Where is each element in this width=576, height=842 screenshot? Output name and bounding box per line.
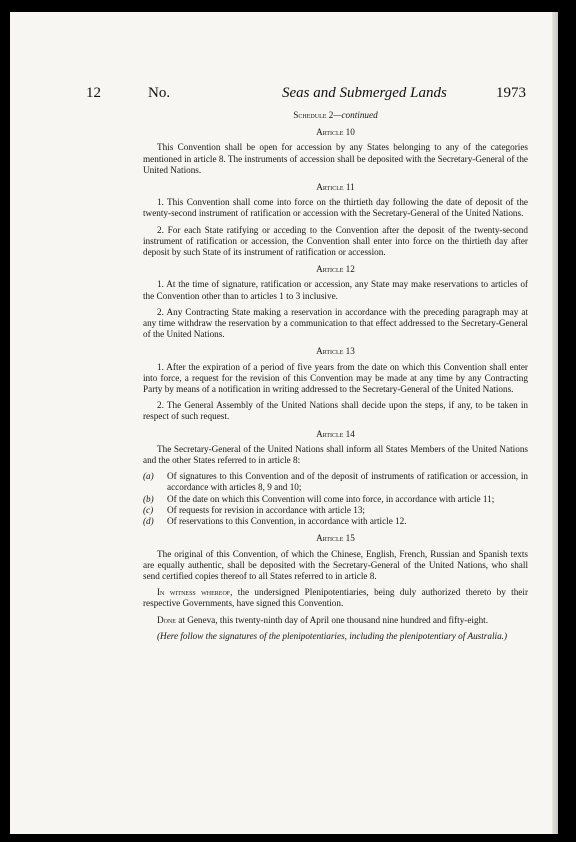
- article-13-paragraph-1: 1. After the expiration of a period of five years from the date on which this Convention shall enter into force, a request for the revision of this Convention may be made at any time by any Contracting Party by means of a notification in writing addressed to the Secretary-General of the United Nations.: [143, 361, 528, 395]
- article-15-paragraph: The original of this Convention, of which the Chinese, English, French, Russian and Spanish texts are equally authentic, shall be deposited with the Secretary-General of the United Nations, who shall send certified copies thereof to all States referred to in article 8.: [143, 548, 528, 581]
- article-14-list: [143, 471, 528, 527]
- witness-text: the undersigned Plenipotentiaries, being duly authorized thereto by their respective Governments, have signed this Convention.: [143, 587, 528, 609]
- article-10-heading: Article 10: [316, 127, 355, 138]
- document-body: [143, 110, 528, 647]
- list-marker: (a): [143, 471, 154, 482]
- article-11-paragraph-2: 2. For each State ratifying or acceding to the Convention after the deposit of the twenty-second instrument of ratification or accession, the Convention shall enter into force on the thirtieth day after deposit by such State of its instrument of ratification or accession.: [143, 224, 528, 258]
- page-header: [86, 85, 526, 105]
- schedule-continued: —continued: [333, 110, 378, 120]
- act-number-label: No.: [148, 85, 171, 101]
- page-edge: [552, 12, 558, 834]
- done-lead: Done: [157, 614, 176, 625]
- article-11-heading: Article 11: [316, 182, 355, 193]
- act-year: 1973: [496, 85, 526, 101]
- article-15-heading: Article 15: [316, 533, 355, 544]
- schedule-heading: [143, 110, 528, 121]
- article-11-paragraph-1: 1. This Convention shall come into force on the thirtieth day following the date of deposit of the twenty-second instrument of ratification or accession with the Secretary-General of the United Nations.: [143, 197, 528, 219]
- article-14-intro: The Secretary-General of the United Nations shall inform all States Members of the United Nations and the other States referred to in article 8:: [143, 443, 528, 466]
- witness-clause: [143, 587, 528, 609]
- article-12-paragraph-1: 1. At the time of signature, ratification or accession, any State may make reservations to articles of the Convention other than to articles 1 to 3 inclusive.: [143, 279, 528, 301]
- list-marker: (c): [143, 504, 154, 515]
- article-13-heading: Article 13: [316, 346, 355, 357]
- article-13-paragraph-2: 2. The General Assembly of the United Nations shall decide upon the steps, if any, to be taken in respect of such request.: [143, 400, 528, 422]
- list-item-text: Of reservations to this Convention, in accordance with article 12.: [167, 516, 407, 527]
- list-item: [143, 505, 528, 516]
- article-14-heading: Article 14: [316, 428, 355, 439]
- schedule-label: Schedule 2: [293, 110, 334, 120]
- list-item-text: Of the date on which this Convention will come into force, in accordance with article 11;: [167, 493, 495, 504]
- list-item: [143, 516, 528, 527]
- signatures-note: (Here follow the signatures of the plenipotentiaries, including the plenipotentiary of Australia.): [157, 630, 508, 641]
- list-item: [143, 471, 528, 493]
- article-10-paragraph: This Convention shall be open for accession by any States belonging to any of the categories mentioned in article 8. The instruments of accession shall be deposited with the Secretary-General of the United Nations.: [143, 142, 528, 175]
- page-number: 12: [86, 85, 101, 101]
- running-title: Seas and Submerged Lands: [282, 85, 447, 101]
- list-item: [143, 494, 528, 505]
- done-text: at Geneva, this twenty-ninth day of April one thousand nine hundred and fifty-eight.: [175, 614, 489, 625]
- list-item-text: Of signatures to this Convention and of the deposit of instruments of ratification or accession, in accordance with articles 8, 9 and 10;: [167, 471, 528, 493]
- article-12-heading: Article 12: [316, 264, 355, 275]
- list-marker: (b): [143, 493, 154, 504]
- article-12-paragraph-2: 2. Any Contracting State making a reservation in accordance with the preceding paragraph may at any time withdraw the reservation by a communication to that effect addressed to the Secretary-General of the United Nations.: [143, 306, 528, 340]
- done-clause: [143, 615, 528, 626]
- witness-lead: In witness whereof,: [157, 587, 233, 598]
- list-item-text: Of requests for revision in accordance with article 13;: [167, 504, 365, 515]
- list-marker: (d): [143, 516, 154, 527]
